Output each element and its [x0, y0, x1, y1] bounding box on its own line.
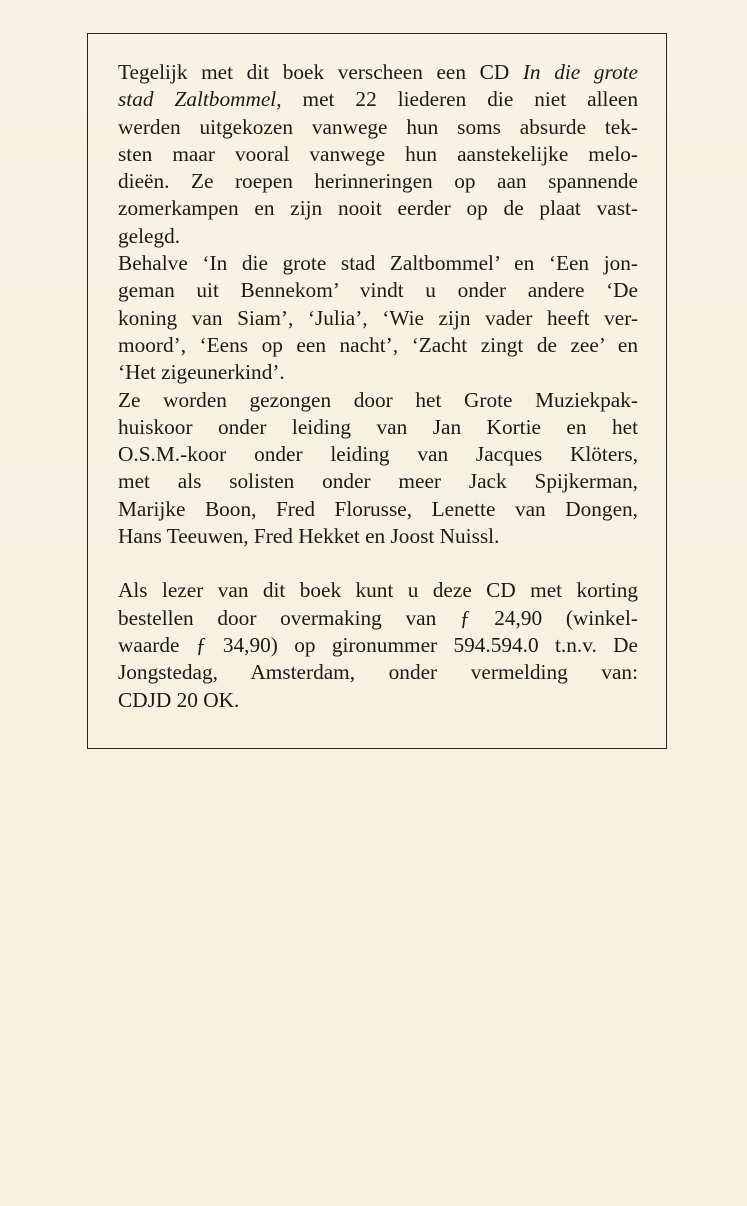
- text-line: Marijke Boon, Fred Florusse, Lenette van Dongen,: [118, 496, 638, 521]
- text-line: moord’, ‘Eens op een nacht’, ‘Zacht zingt de zee’ en: [118, 332, 638, 357]
- text-line: O.S.M.-koor onder leiding van Jacques Klöters,: [118, 442, 638, 467]
- text-line: Ze worden gezongen door het Grote Muziekpak-: [118, 387, 638, 412]
- info-box-text: [118, 59, 638, 714]
- text-line: met als solisten onder meer Jack Spijkerman,: [118, 469, 638, 494]
- cd-title-part-1: In die grote: [522, 60, 638, 84]
- text-line: Als lezer van dit boek kunt u deze CD met korting: [118, 578, 638, 603]
- cd-title-part-2: stad Zaltbommel: [118, 87, 277, 112]
- text-line: Jongstedag, Amsterdam, onder vermelding van:: [118, 660, 638, 685]
- text-line: dieën. Ze roepen herinneringen op aan spannende: [118, 169, 638, 194]
- text-line: Behalve ‘In die grote stad Zaltbommel’ en ‘Een jon-: [118, 251, 638, 276]
- text-line: gelegd.: [118, 223, 181, 248]
- text-line: ‘Het zigeunerkind’.: [118, 360, 285, 385]
- text-line: Tegelijk met dit boek verscheen een CD In die grote: [118, 60, 638, 84]
- paragraph-song-list: [118, 250, 638, 386]
- text-line: huiskoor onder leiding van Jan Kortie en het: [118, 414, 638, 439]
- text-line: geman uit Bennekom’ vindt u onder andere ‘De: [118, 278, 638, 303]
- text-line: sten maar vooral vanwege hun aanstekelijke melo-: [118, 141, 638, 166]
- paragraph-cd-announcement: [118, 59, 638, 250]
- text-line: zomerkampen en zijn nooit eerder op de plaat vast-: [118, 196, 638, 221]
- text-line: werden uitgekozen vanwege hun soms absurde tek-: [118, 114, 638, 139]
- text-line: bestellen door overmaking van ƒ 24,90 (winkel-: [118, 605, 638, 630]
- paragraph-spacer: [118, 550, 638, 577]
- text-line: Hans Teeuwen, Fred Hekket en Joost Nuissl.: [118, 524, 500, 549]
- text-line: stad Zaltbommel, met 22 liederen die niet alleen: [118, 87, 638, 112]
- text-line: waarde ƒ 34,90) op gironummer 594.594.0 t.n.v. De: [118, 632, 638, 657]
- text-line: CDJD 20 OK.: [118, 687, 240, 712]
- paragraph-performers: [118, 387, 638, 551]
- text-line: koning van Siam’, ‘Julia’, ‘Wie zijn vader heeft ver-: [118, 305, 638, 330]
- paragraph-order-info: [118, 577, 638, 713]
